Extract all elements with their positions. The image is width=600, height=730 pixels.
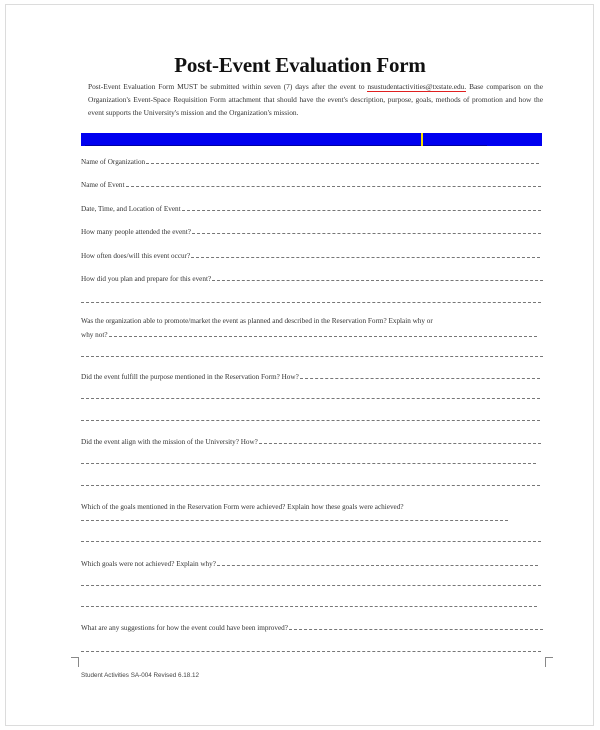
answer-line[interactable]	[146, 157, 539, 164]
field-label: Name of Event	[81, 181, 125, 189]
question-label-cont: why not?	[81, 331, 108, 339]
answer-line[interactable]	[81, 398, 540, 399]
answer-line[interactable]	[81, 606, 537, 607]
field-event-name[interactable]	[81, 180, 541, 189]
question-promotion-line1	[81, 317, 543, 325]
answer-line[interactable]	[81, 651, 541, 652]
question-label: What are any suggestions for how the event could have been improved?	[81, 624, 288, 632]
field-label: How many people attended the event?	[81, 228, 191, 236]
field-date-time-location[interactable]	[81, 204, 541, 213]
field-event-frequency[interactable]	[81, 251, 540, 260]
question-label: Which goals were not achieved? Explain why?	[81, 560, 216, 568]
question-goals-achieved	[81, 503, 541, 511]
text-cursor-marker	[421, 133, 423, 146]
field-planning[interactable]	[81, 274, 543, 283]
answer-line[interactable]	[109, 330, 537, 337]
intro-text-1: Post-Event Evaluation Form MUST be submitted within seven (7) days after the event to	[88, 82, 368, 91]
question-goals-not-achieved[interactable]	[81, 559, 538, 568]
section-divider-bar	[81, 133, 542, 146]
answer-line[interactable]	[126, 180, 541, 187]
answer-line[interactable]	[81, 585, 541, 586]
answer-line[interactable]	[81, 541, 541, 542]
question-label: Did the event align with the mission of the University? How?	[81, 438, 258, 446]
field-organization-name[interactable]	[81, 157, 539, 166]
answer-line[interactable]	[81, 463, 536, 464]
question-label: Was the organization able to promote/market the event as planned and described in the Reservation Form? Explain why or	[81, 317, 433, 325]
field-label: How did you plan and prepare for this event?	[81, 275, 212, 283]
answer-line[interactable]	[81, 302, 541, 303]
answer-line[interactable]	[81, 356, 543, 357]
footer-revision-note: Student Activities SA-004 Revised 6.18.12	[81, 672, 199, 679]
question-label: Did the event fulfill the purpose mentioned in the Reservation Form? How?	[81, 373, 299, 381]
field-attendance[interactable]	[81, 227, 541, 236]
question-promotion[interactable]	[81, 330, 537, 339]
field-label: How often does/will this event occur?	[81, 252, 191, 260]
answer-line[interactable]	[81, 485, 540, 486]
form-title: Post-Event Evaluation Form	[174, 53, 426, 77]
answer-line[interactable]	[300, 372, 540, 379]
answer-line[interactable]	[81, 520, 508, 521]
answer-line[interactable]	[212, 274, 543, 281]
answer-line[interactable]	[182, 204, 541, 211]
answer-line[interactable]	[259, 437, 541, 444]
field-label: Name of Organization	[81, 158, 146, 166]
answer-line[interactable]	[289, 623, 543, 630]
margin-corner-mark-left	[71, 657, 79, 667]
email-link[interactable]: nsustudentactivities@txstate.edu.	[367, 82, 467, 91]
question-purpose[interactable]	[81, 372, 540, 381]
intro-text-2: Base comparison on the Organization's Event-Space Requisition Form attachment that should have the event's description, purpose, goals, methods of promotion and how the event supports the University's mission and the Organization's mission.	[88, 82, 543, 117]
answer-line[interactable]	[217, 559, 538, 566]
margin-corner-mark-right	[545, 657, 553, 667]
intro-paragraph	[88, 80, 543, 119]
field-label: Date, Time, and Location of Event	[81, 205, 181, 213]
answer-line[interactable]	[191, 251, 540, 258]
question-mission[interactable]	[81, 437, 541, 446]
bar-shadow	[85, 145, 487, 146]
question-suggestions[interactable]	[81, 623, 543, 632]
answer-line[interactable]	[192, 227, 541, 234]
answer-line[interactable]	[81, 420, 540, 421]
question-label: Which of the goals mentioned in the Reservation Form were achieved? Explain how these goals were achieved?	[81, 503, 404, 511]
